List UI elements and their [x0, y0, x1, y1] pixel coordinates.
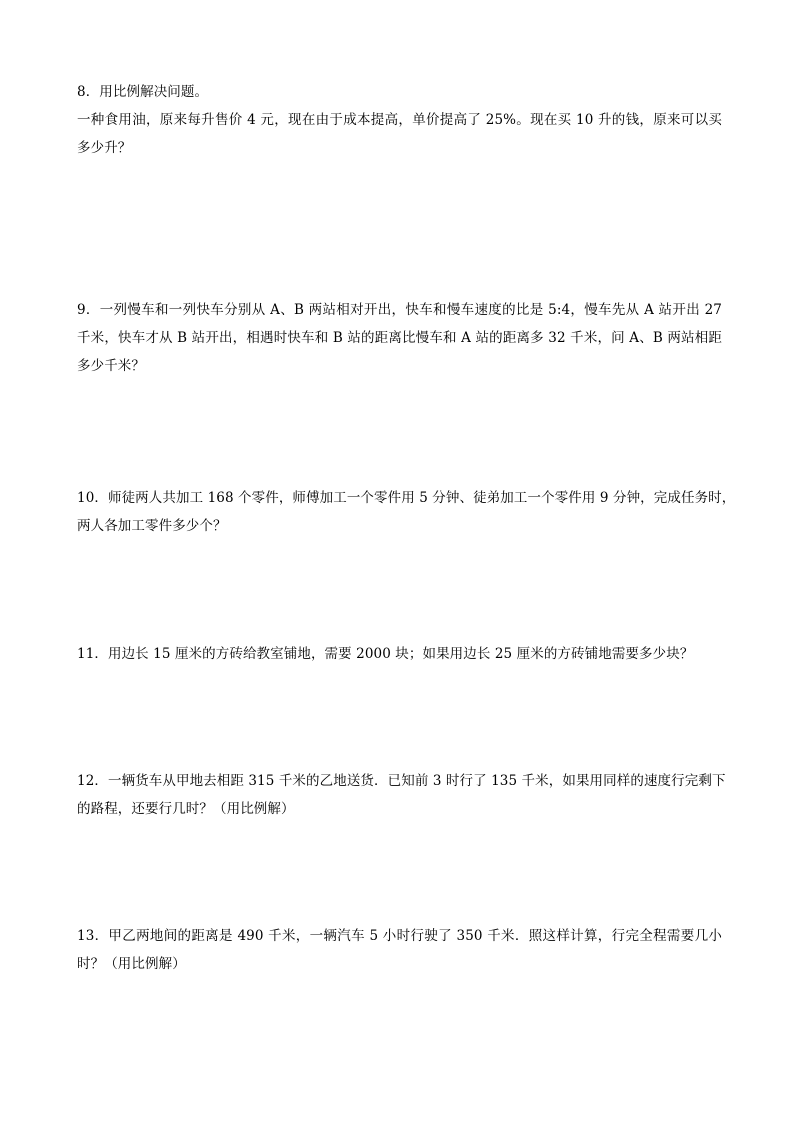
problem-9-text-line-2: 千米，快车才从 B 站开出，相遇时快车和 B 站的距离比慢车和 A 站的距离多 32 千米，问 A、B 两站相距 — [77, 330, 722, 346]
problem-10-text-line-1: 10．师徒两人共加工 168 个零件，师傅加工一个零件用 5 分钟、徒弟加工一个零件用 9 分钟，完成任务时， — [77, 490, 736, 506]
problem-9-text-line-3: 多少千米？ — [77, 358, 145, 374]
problem-13 — [77, 922, 722, 978]
problem-12-text-line-1: 12．一辆货车从甲地去相距 315 千米的乙地送货．已知前 3 时行了 135 千米，如果用同样的速度行完剩下 — [77, 773, 726, 789]
problem-9 — [77, 296, 722, 380]
problem-8 — [77, 78, 722, 162]
problem-11-text-line-1: 11．用边长 15 厘米的方砖给教室铺地，需要 2000 块；如果用边长 25 厘米的方砖铺地需要多少块？ — [77, 646, 694, 662]
problem-10 — [77, 484, 736, 540]
problem-8-text-line-2: 多少升？ — [77, 140, 132, 156]
problem-10-text-line-2: 两人各加工零件多少个？ — [77, 518, 227, 534]
problem-13-text-line-2: 时？（用比例解） — [77, 956, 186, 972]
problem-9-text-line-1: 9．一列慢车和一列快车分别从 A、B 两站相对开出，快车和慢车速度的比是 5:4，慢车先从 A 站开出 27 — [77, 302, 722, 318]
problem-8-heading: 8．用比例解决问题。 — [77, 84, 209, 100]
problem-11 — [77, 640, 722, 668]
problem-12 — [77, 767, 726, 823]
problem-12-text-line-2: 的路程，还要行几时？（用比例解） — [77, 801, 295, 817]
problem-8-text-line-1: 一种食用油，原来每升售价 4 元，现在由于成本提高，单价提高了 25%。现在买 10 升的钱，原来可以买 — [77, 112, 722, 128]
problem-13-text-line-1: 13．甲乙两地间的距离是 490 千米，一辆汽车 5 小时行驶了 350 千米．照这样计算，行完全程需要几小 — [77, 928, 722, 944]
